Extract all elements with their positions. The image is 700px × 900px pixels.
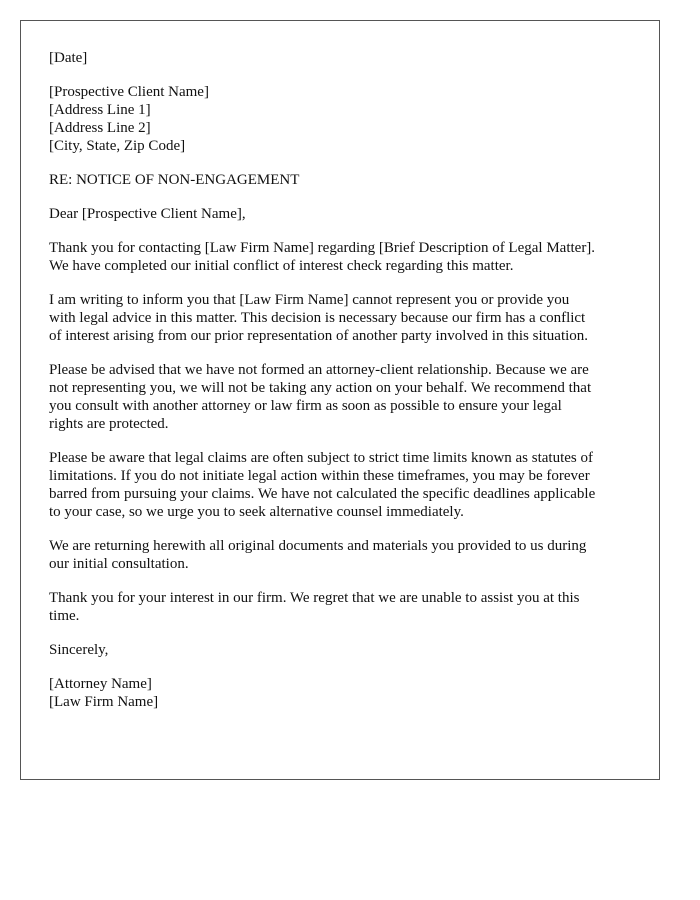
paragraph-5 [49, 537, 639, 573]
paragraph-line: Thank you for contacting [Law Firm Name] regarding [Brief Description of Legal Matter]. [49, 240, 596, 256]
paragraph-line: We are returning herewith all original documents and materials you provided to us during [49, 538, 587, 554]
paragraph-line: Please be aware that legal claims are often subject to strict time limits known as statutes of [49, 450, 594, 466]
paragraph-line: of interest arising from our prior representation of another party involved in this situation. [49, 328, 589, 344]
letter-date-block [49, 49, 639, 67]
signature-firm-name: [Law Firm Name] [49, 694, 159, 710]
recipient-address-line-2: [Address Line 2] [49, 120, 151, 136]
paragraph-line: rights are protected. [49, 416, 169, 432]
paragraph-1 [49, 239, 639, 275]
letter-closing: Sincerely, [49, 642, 109, 658]
recipient-name: [Prospective Client Name] [49, 84, 209, 100]
recipient-address-line-1: [Address Line 1] [49, 102, 151, 118]
paragraph-line: I am writing to inform you that [Law Firm Name] cannot represent you or provide you [49, 292, 570, 308]
paragraph-line: barred from pursuing your claims. We have not calculated the specific deadlines applicable [49, 486, 596, 502]
paragraph-3 [49, 361, 639, 433]
paragraph-line: Please be advised that we have not formed an attorney-client relationship. Because we are [49, 362, 589, 378]
paragraph-line: with legal advice in this matter. This decision is necessary because our firm has a conflict [49, 310, 586, 326]
paragraph-line: Thank you for your interest in our firm. We regret that we are unable to assist you at this [49, 590, 580, 606]
paragraph-line: our initial consultation. [49, 556, 189, 572]
paragraph-line: you consult with another attorney or law firm as soon as possible to ensure your legal [49, 398, 562, 414]
letter-subject: RE: NOTICE OF NON-ENGAGEMENT [49, 172, 300, 188]
letter-body [49, 49, 639, 727]
attorney-name: [Attorney Name] [49, 676, 152, 692]
paragraph-4 [49, 449, 639, 521]
closing-block [49, 641, 639, 659]
paragraph-line: not representing you, we will not be taking any action on your behalf. We recommend that [49, 380, 592, 396]
paragraph-line: limitations. If you do not initiate legal action within these timeframes, you may be forever [49, 468, 590, 484]
recipient-address [49, 83, 639, 155]
paragraph-line: We have completed our initial conflict of interest check regarding this matter. [49, 258, 514, 274]
paragraph-6 [49, 589, 639, 625]
paragraph-2 [49, 291, 639, 345]
letter-page [20, 20, 660, 780]
recipient-city-state-zip: [City, State, Zip Code] [49, 138, 186, 154]
letter-salutation: Dear [Prospective Client Name], [49, 206, 246, 222]
letter-date: [Date] [49, 50, 88, 66]
salutation-block [49, 205, 639, 223]
paragraph-line: to your case, so we urge you to seek alternative counsel immediately. [49, 504, 464, 520]
subject-block [49, 171, 639, 189]
signature-block [49, 675, 639, 711]
paragraph-line: time. [49, 608, 80, 624]
